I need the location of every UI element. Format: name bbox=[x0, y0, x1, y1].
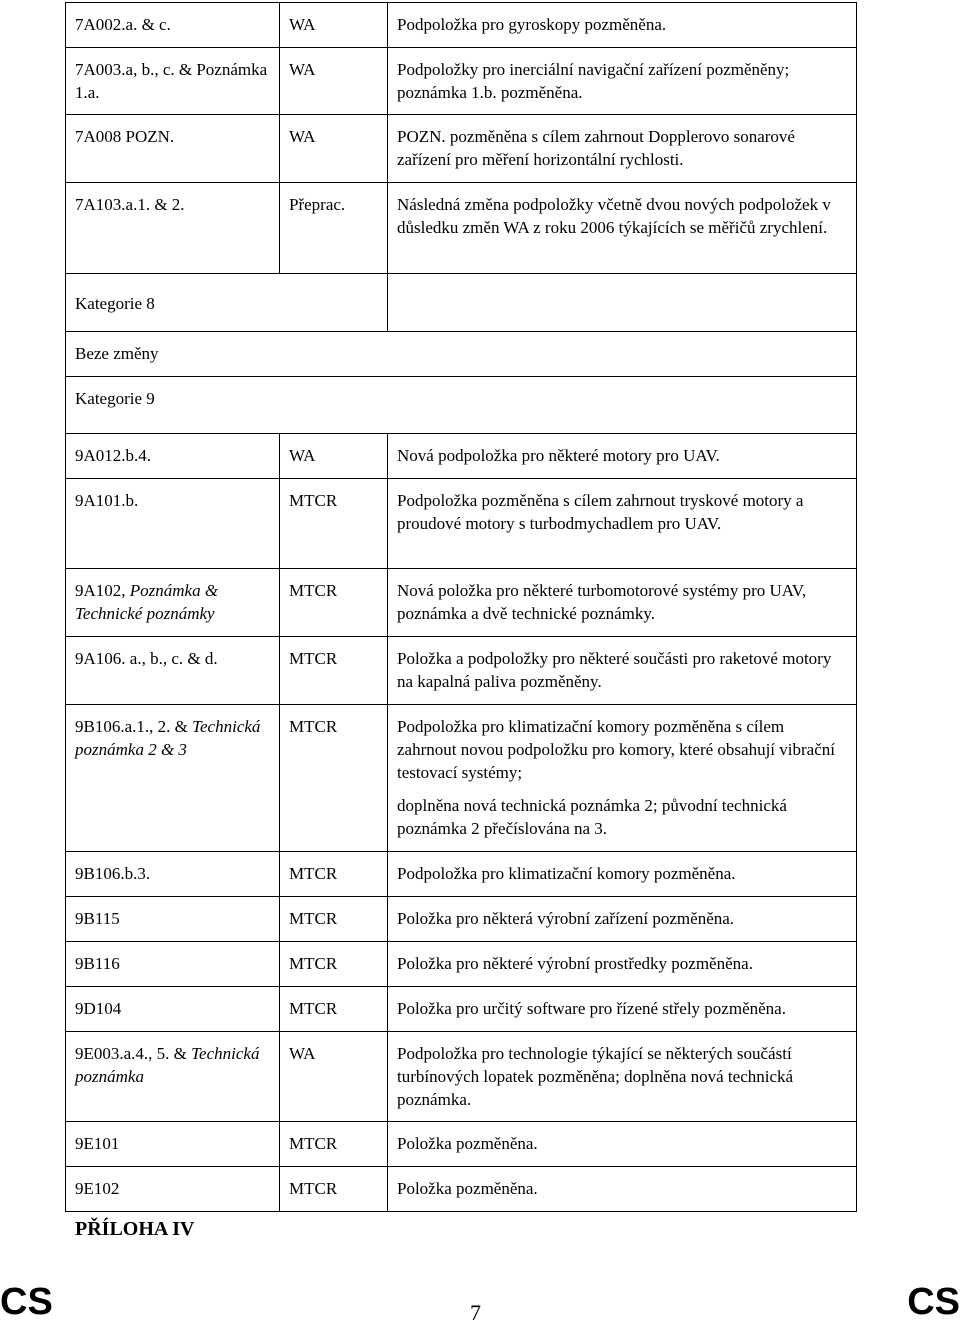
item-cell: 9B106.b.3. bbox=[66, 852, 280, 897]
regime-cell: Přeprac. bbox=[280, 183, 388, 274]
item-cell bbox=[66, 1032, 280, 1122]
table-row bbox=[66, 479, 857, 569]
description-cell: POZN. pozměněna s cílem zahrnout Dopplerovo sonarové zařízení pro měření horizontální rychlosti. bbox=[388, 115, 857, 183]
item-cell: 9A106. a., b., c. & d. bbox=[66, 637, 280, 705]
description-cell: Nová podpoložka pro některé motory pro UAV. bbox=[388, 434, 857, 479]
item-note: Technická poznámka bbox=[75, 1044, 260, 1086]
category-heading-row bbox=[66, 377, 857, 434]
item-cell: 9E102 bbox=[66, 1167, 280, 1212]
regime-cell: MTCR bbox=[280, 637, 388, 705]
table-row bbox=[66, 48, 857, 115]
item-code: 9B106.a.1., 2. & bbox=[75, 717, 188, 736]
category-heading-row bbox=[66, 274, 857, 332]
regime-cell: MTCR bbox=[280, 479, 388, 569]
language-code-right: CS bbox=[907, 1281, 960, 1323]
regime-cell: MTCR bbox=[280, 897, 388, 942]
table-row bbox=[66, 897, 857, 942]
annex-title: PŘÍLOHA IV bbox=[75, 1218, 195, 1240]
table-row bbox=[66, 987, 857, 1032]
table-row bbox=[66, 434, 857, 479]
description-cell: Podpoložka pro klimatizační komory pozměněna. bbox=[388, 852, 857, 897]
item-cell: 7A103.a.1. & 2. bbox=[66, 183, 280, 274]
regime-cell: MTCR bbox=[280, 1167, 388, 1212]
description-cell: Podpoložka pozměněna s cílem zahrnout tryskové motory a proudové motory s turbodmychadlem pro UAV. bbox=[388, 479, 857, 569]
description-cell: Položka pro některé výrobní prostředky pozměněna. bbox=[388, 942, 857, 987]
regime-cell: WA bbox=[280, 434, 388, 479]
category-heading: Kategorie 9 bbox=[66, 377, 857, 434]
item-cell: 9B116 bbox=[66, 942, 280, 987]
item-cell: 9B115 bbox=[66, 897, 280, 942]
item-cell bbox=[66, 569, 280, 637]
item-cell: 9A101.b. bbox=[66, 479, 280, 569]
category-heading-row bbox=[66, 332, 857, 377]
description-cell: Podpoložka pro technologie týkající se některých součástí turbínových lopatek pozměněna; doplněna nová technická poznámka. bbox=[388, 1032, 857, 1122]
table-row bbox=[66, 1167, 857, 1212]
table-row bbox=[66, 183, 857, 274]
item-cell: 7A003.a, b., c. & Poznámka 1.a. bbox=[66, 48, 280, 115]
category-heading: Beze změny bbox=[66, 332, 857, 377]
table-row bbox=[66, 569, 857, 637]
description-cell: Položka a podpoložky pro některé součásti pro raketové motory na kapalná paliva pozměněny. bbox=[388, 637, 857, 705]
empty-cell bbox=[388, 274, 857, 332]
description-cell: Následná změna podpoložky včetně dvou nových podpoložek v důsledku změn WA z roku 2006 týkajících se měřičů zrychlení. bbox=[388, 183, 857, 274]
description-cell: Položka pozměněna. bbox=[388, 1122, 857, 1167]
category-heading: Kategorie 8 bbox=[66, 274, 388, 332]
item-cell: 9E101 bbox=[66, 1122, 280, 1167]
page-number: 7 bbox=[470, 1300, 481, 1325]
language-code-left: CS bbox=[0, 1281, 53, 1323]
item-note: Technická poznámka 2 & 3 bbox=[75, 717, 261, 759]
table-row bbox=[66, 942, 857, 987]
table-row bbox=[66, 705, 857, 852]
table-row bbox=[66, 852, 857, 897]
description-cell: Položka pozměněna. bbox=[388, 1167, 857, 1212]
regime-cell: WA bbox=[280, 48, 388, 115]
item-cell: 7A002.a. & c. bbox=[66, 3, 280, 48]
regime-cell: MTCR bbox=[280, 569, 388, 637]
item-code: 9A102, bbox=[75, 581, 126, 600]
regime-cell: MTCR bbox=[280, 852, 388, 897]
regime-cell: MTCR bbox=[280, 987, 388, 1032]
amendments-table bbox=[65, 2, 857, 1212]
description-cell: Položka pro určitý software pro řízené střely pozměněna. bbox=[388, 987, 857, 1032]
regime-cell: WA bbox=[280, 1032, 388, 1122]
item-code: 9E003.a.4., 5. & bbox=[75, 1044, 187, 1063]
description-cell: Položka pro některá výrobní zařízení pozměněna. bbox=[388, 897, 857, 942]
item-cell: 9D104 bbox=[66, 987, 280, 1032]
description-cell: Podpoložka pro gyroskopy pozměněna. bbox=[388, 3, 857, 48]
table-row bbox=[66, 3, 857, 48]
item-cell: 7A008 POZN. bbox=[66, 115, 280, 183]
item-note: Poznámka & Technické poznámky bbox=[75, 581, 219, 623]
regime-cell: MTCR bbox=[280, 705, 388, 852]
description-cell: Nová položka pro některé turbomotorové systémy pro UAV, poznámka a dvě technické poznámky. bbox=[388, 569, 857, 637]
regime-cell: WA bbox=[280, 3, 388, 48]
item-cell: 9A012.b.4. bbox=[66, 434, 280, 479]
table-row bbox=[66, 1122, 857, 1167]
description-cell: Podpoložky pro inerciální navigační zařízení pozměněny; poznámka 1.b. pozměněna. bbox=[388, 48, 857, 115]
description-paragraph: Podpoložka pro klimatizační komory pozměněna s cílem zahrnout novou podpoložku pro komory, které obsahují vibrační testovací systémy; bbox=[397, 717, 835, 782]
regime-cell: MTCR bbox=[280, 942, 388, 987]
regime-cell: WA bbox=[280, 115, 388, 183]
regime-cell: MTCR bbox=[280, 1122, 388, 1167]
description-cell bbox=[388, 705, 857, 852]
item-cell bbox=[66, 705, 280, 852]
table-row bbox=[66, 1032, 857, 1122]
description-paragraph: doplněna nová technická poznámka 2; původní technická poznámka 2 přečíslována na 3. bbox=[397, 796, 787, 838]
table-row bbox=[66, 115, 857, 183]
table-row bbox=[66, 637, 857, 705]
